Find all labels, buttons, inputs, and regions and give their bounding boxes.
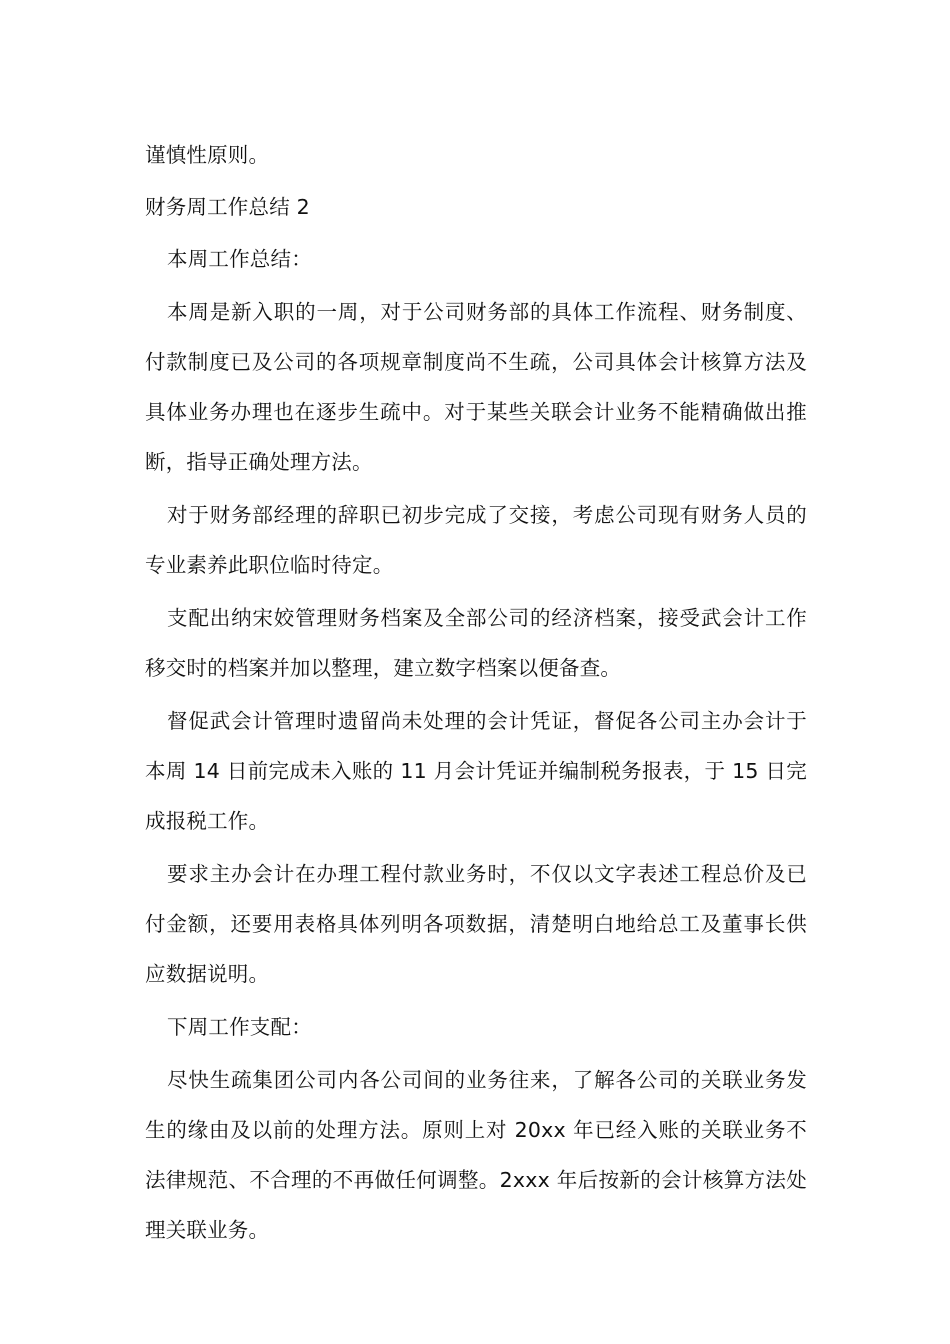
paragraph-archives: 支配出纳宋姣管理财务档案及全部公司的经济档案，接受武会计工作移交时的档案并加以整理，建立数字档案以便备查。 [145, 606, 807, 680]
document-body [145, 130, 807, 1255]
paragraph-handover: 对于财务部经理的辞职已初步完成了交接，考虑公司现有财务人员的专业素养此职位临时待定。 [145, 503, 807, 577]
paragraph-new-hire: 本周是新入职的一周，对于公司财务部的具体工作流程、财务制度、付款制度已及公司的各项规章制度尚不生疏，公司具体会计核算方法及具体业务办理也在逐步生疏中。对于某些关联会计业务不能精确做出推断，指导正确处理方法。 [145, 300, 807, 474]
paragraph-payment-requirements: 要求主办会计在办理工程付款业务时，不仅以文字表述工程总价及已付金额，还要用表格具体列明各项数据，清楚明白地给总工及董事长供应数据说明。 [145, 862, 807, 986]
paragraph-related-business: 尽快生疏集团公司内各公司间的业务往来，了解各公司的关联业务发生的缘由及以前的处理方法。原则上对 20xx 年已经入账的关联业务不法律规范、不合理的不再做任何调整。2xxx 年后按新的会计核算方法处理关联业务。 [145, 1068, 807, 1242]
paragraph-closing-line: 谨慎性原则。 [145, 143, 270, 167]
section-title: 财务周工作总结 2 [145, 195, 310, 219]
paragraph-vouchers: 督促武会计管理时遗留尚未处理的会计凭证，督促各公司主办会计于本周 14 日前完成未入账的 11 月会计凭证并编制税务报表，于 15 日完成报税工作。 [145, 709, 807, 833]
subheading-next-week: 下周工作支配： [167, 1015, 312, 1039]
subheading-this-week: 本周工作总结： [167, 247, 312, 271]
